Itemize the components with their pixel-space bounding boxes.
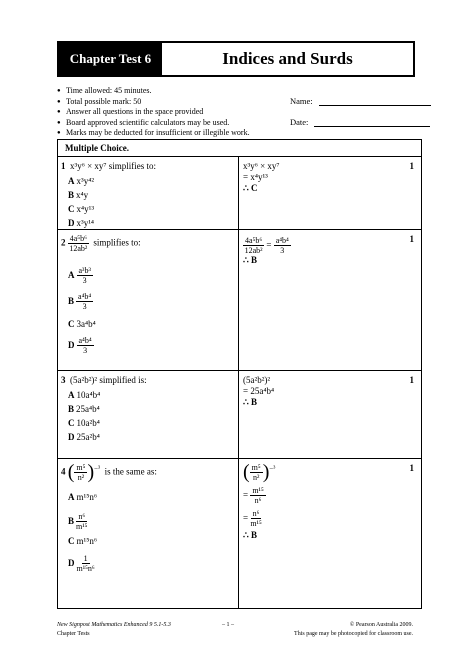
q2-mark: 1 xyxy=(409,234,414,244)
q2-option-b[interactable]: B $\frac{\text{a⁴b⁴}}{3}$ xyxy=(68,292,92,311)
q4-option-c[interactable]: C m¹⁵n⁶ xyxy=(68,536,97,546)
q4-mark: 1 xyxy=(409,463,414,473)
footer-page-number: – 1 – xyxy=(222,622,234,628)
instruction-item: ● Time allowed: 45 minutes. xyxy=(57,86,287,97)
q3-option-d[interactable]: D 25a²b⁴ xyxy=(68,432,100,442)
q3-option-a[interactable]: A 10a⁴b⁴ xyxy=(68,390,101,400)
instruction-item: ● Board approved scientific calculators may be used. xyxy=(57,118,287,129)
questions-table xyxy=(57,139,422,609)
instructions-list xyxy=(57,86,287,139)
q1-option-b[interactable]: B x⁴y xyxy=(68,190,89,200)
q1-option-c[interactable]: C x⁴y¹³ xyxy=(68,204,95,214)
q2-solution: $\frac{\text{4a⁵b⁶}}{\text{12ab²}}$ = $\frac{\text{a⁴b⁴}}{3}$ ∴ B xyxy=(243,236,289,265)
name-label: Name: xyxy=(290,96,313,106)
section-heading: Multiple Choice. xyxy=(65,143,129,153)
question-1: 1 x³y⁶ × xy⁷ simplifies to: xyxy=(61,161,157,171)
question-2: 2 $\frac{\text{4a⁵b⁶}}{\text{12ab²}}$ simplifies to: xyxy=(61,234,141,253)
footer-section: Chapter Tests xyxy=(57,631,90,637)
q1-mark: 1 xyxy=(409,161,414,171)
instruction-item: ● Answer all questions in the space provided xyxy=(57,107,287,118)
q1-option-d[interactable]: D x³y¹⁴ xyxy=(68,218,95,228)
chapter-title: Indices and Surds xyxy=(222,49,353,68)
q3-option-b[interactable]: B 25a⁴b⁴ xyxy=(68,404,100,414)
q2-option-c[interactable]: C 3a⁴b⁴ xyxy=(68,319,96,329)
footer-permission: This page may be photocopied for classroom use. xyxy=(294,631,413,637)
footer-copyright: © Pearson Australia 2009. xyxy=(349,622,413,628)
chapter-header xyxy=(57,41,415,77)
q1-option-a[interactable]: A x³y⁴² xyxy=(68,176,95,186)
instruction-item: ● Total possible mark: 50 xyxy=(57,97,287,108)
chapter-label: Chapter Test 6 xyxy=(59,43,162,75)
q3-mark: 1 xyxy=(409,375,414,385)
q4-solution: ( $\frac{\text{m⁵}}{\text{n²}}$ )$^{-^3}$ = $\frac{\text{m¹⁵}}{\text{n⁶}}$ = $\frac{\text{n⁶}}{\text{m¹⁵}}$ ∴ B xyxy=(243,461,276,540)
q4-option-a[interactable]: A m¹⁵n⁶ xyxy=(68,492,97,502)
q3-option-c[interactable]: C 10a²b⁴ xyxy=(68,418,100,428)
date-label: Date: xyxy=(290,117,309,127)
q3-solution: (5a²b²)² = 25a⁴b⁴ ∴ B xyxy=(243,375,275,407)
q1-solution: x³y⁶ × xy⁷ = x⁴y¹³ ∴ C xyxy=(243,161,280,193)
q4-option-b[interactable]: B $\frac{\text{n⁶}}{\text{m¹⁵}}$ xyxy=(68,512,88,531)
q4-option-d[interactable]: D $\frac{1}{\text{m¹⁵n⁶}}$ xyxy=(68,554,95,573)
footer-book-title: New Signpost Mathematics Enhanced 9 5.1-5.3 xyxy=(57,622,171,628)
instruction-item: ● Marks may be deducted for insufficient or illegible work. xyxy=(57,128,287,139)
q2-option-a[interactable]: A $\frac{\text{a³b³}}{3}$ xyxy=(68,266,91,285)
question-4: 4 ( $\frac{\text{m⁵}}{\text{n²}}$ )$^{-^3}$ is the same as: xyxy=(61,461,157,483)
name-field[interactable] xyxy=(290,96,431,106)
date-field[interactable] xyxy=(290,117,430,127)
q2-option-d[interactable]: D $\frac{\text{a⁴b⁴}}{3}$ xyxy=(68,336,92,355)
question-3: 3 (5a²b²)² simplified is: xyxy=(61,375,147,385)
